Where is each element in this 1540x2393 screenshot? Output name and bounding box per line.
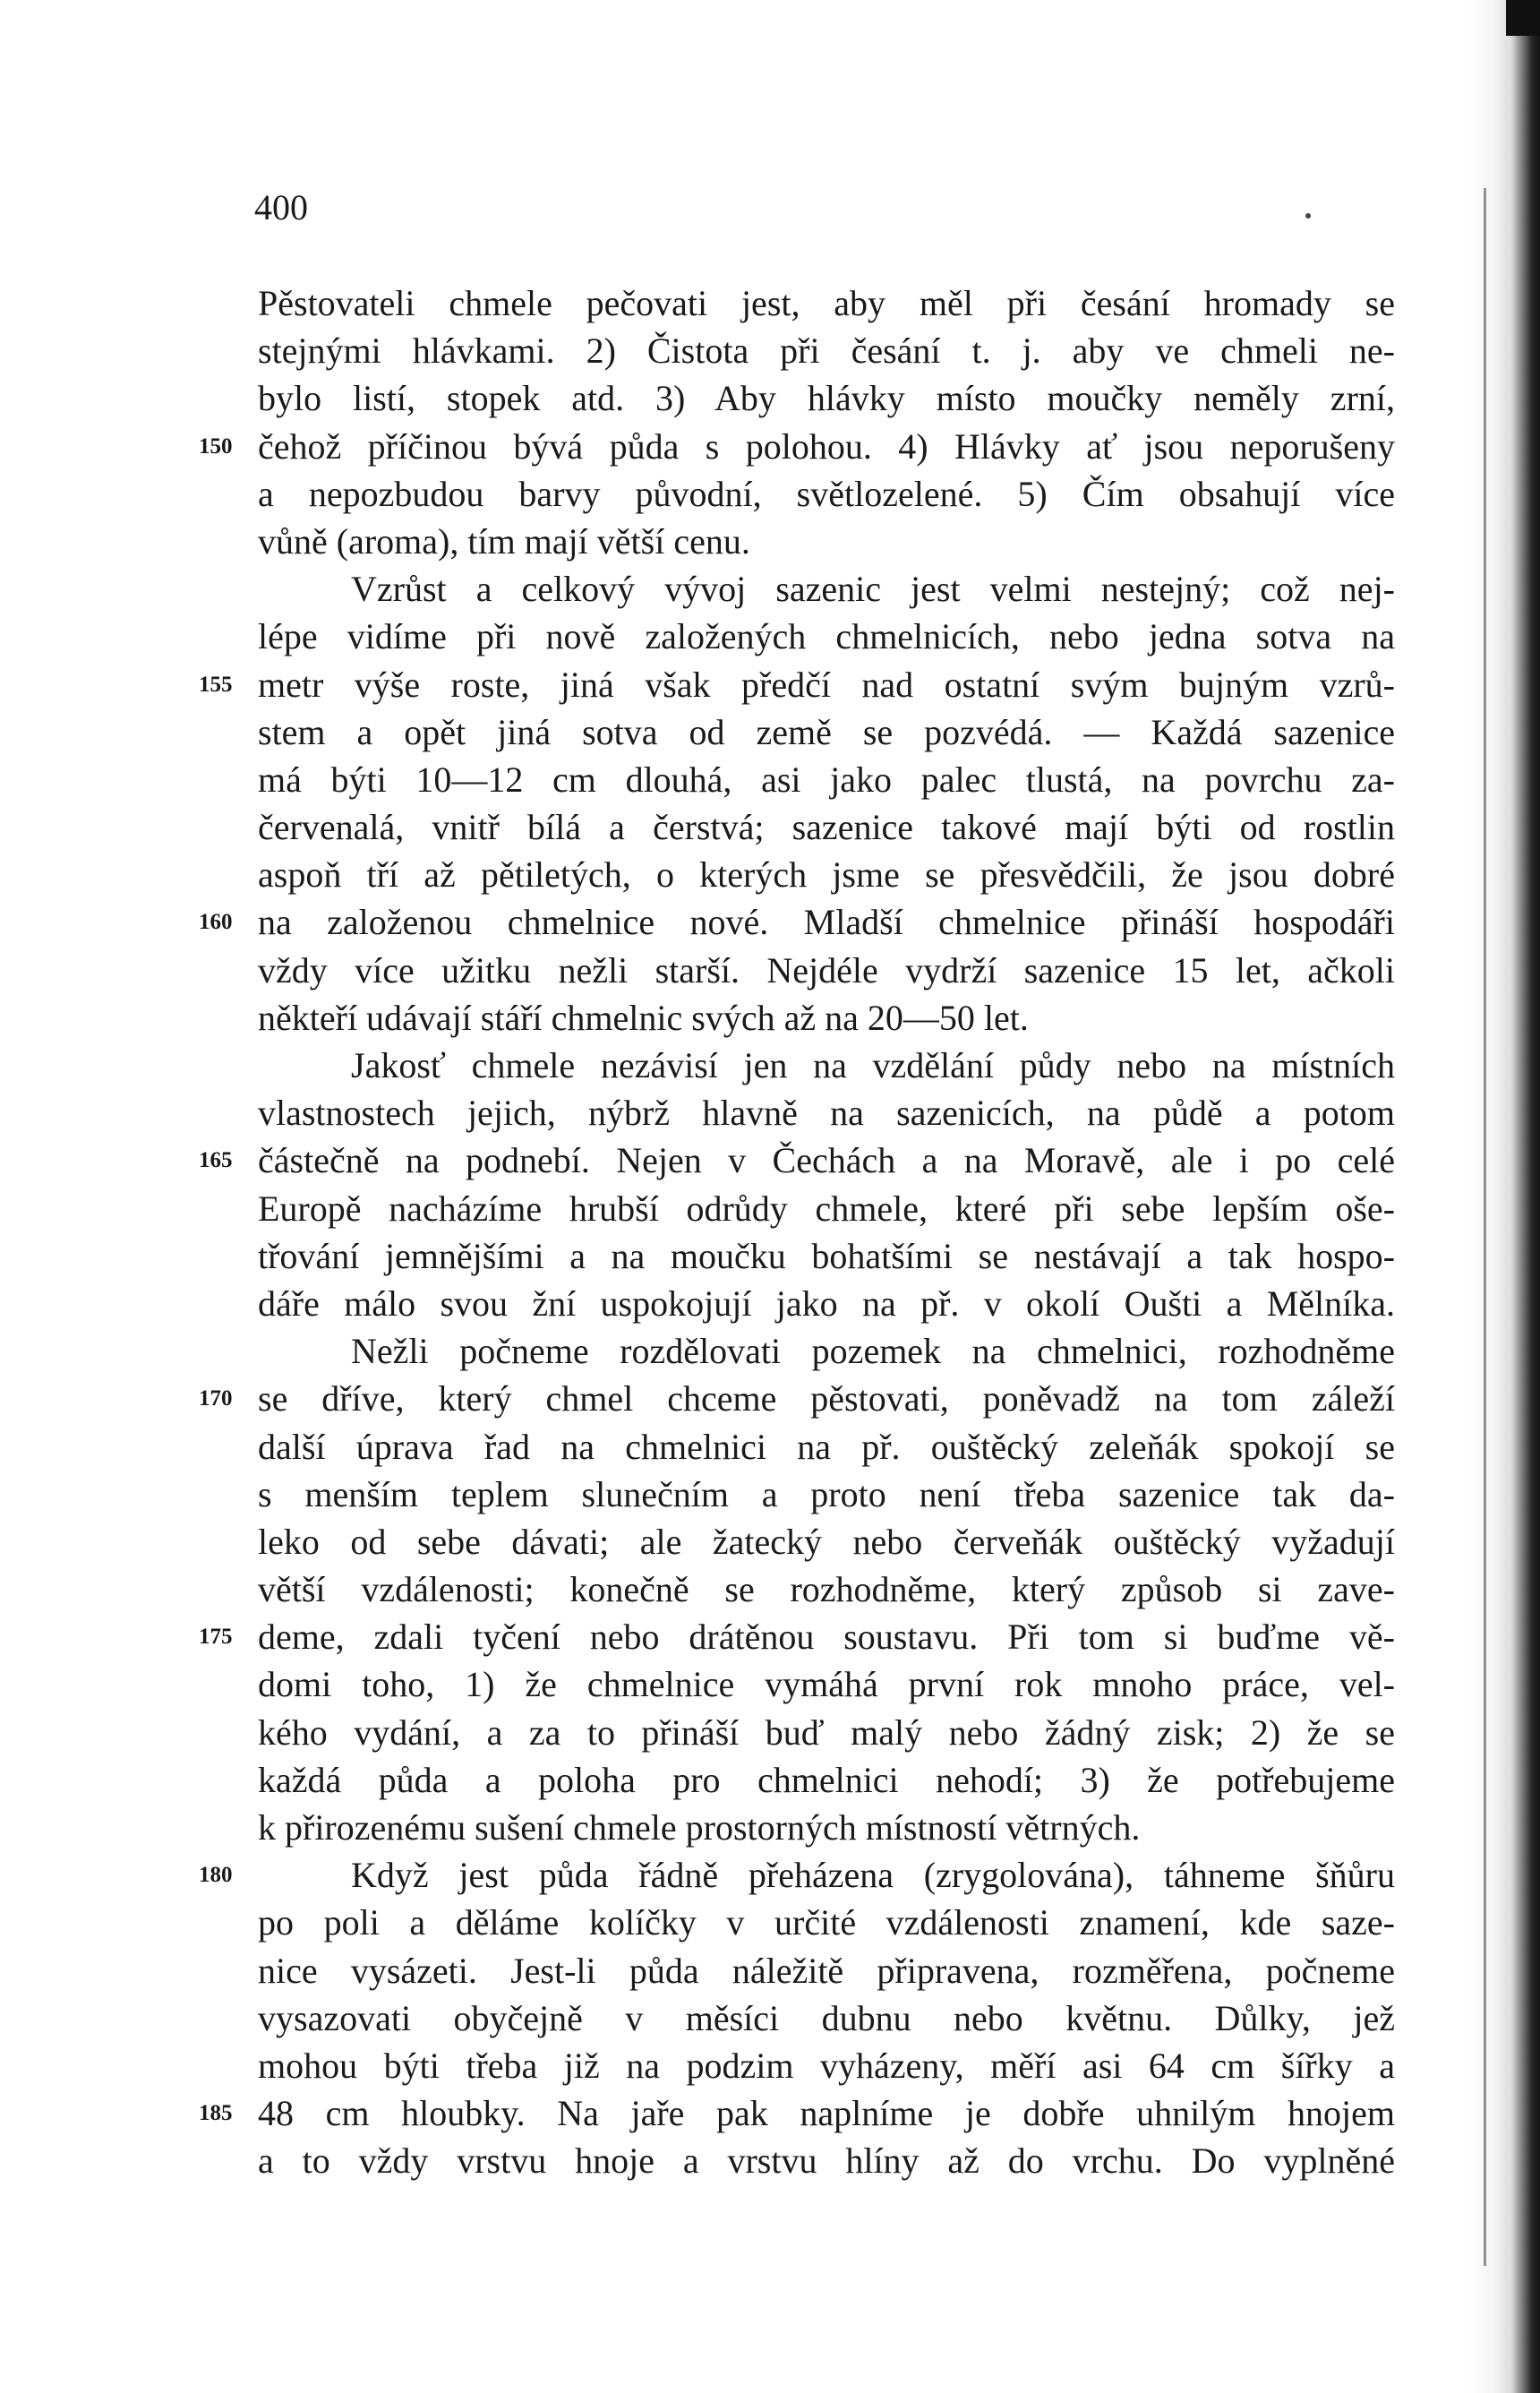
- line-text: každá půda a poloha pro chmelnici nehodí; 3) že potřebujeme: [258, 1759, 1395, 1800]
- text-line: [199, 661, 1395, 708]
- text-line: [258, 1185, 1395, 1232]
- text-line: [258, 279, 1395, 327]
- line-text: Europě nacházíme hrubší odrůdy chmele, které při sebe lepším oše-: [258, 1188, 1395, 1229]
- text-line: [258, 1709, 1395, 1756]
- line-text: červenalá, vnitř bílá a čerstvá; sazenice takové mají býti od rostlin: [258, 807, 1395, 848]
- line-text: Nežli počneme rozdělovati pozemek na chmelnici, rozhodněme: [351, 1331, 1395, 1372]
- line-number: 160: [199, 910, 233, 935]
- line-number: 150: [199, 433, 233, 459]
- text-line: [199, 1851, 1395, 1899]
- line-number: 185: [199, 2101, 233, 2126]
- line-number: 175: [199, 1625, 233, 1650]
- text-line: [258, 1518, 1395, 1565]
- text-line: [258, 1565, 1395, 1613]
- speck-mark: [1305, 213, 1311, 219]
- line-text: a to vždy vrstvu hnoje a vrstvu hlíny až do vrchu. Do vyplněné: [258, 2140, 1395, 2182]
- text-line: [199, 898, 1395, 946]
- text-line: [258, 1804, 1395, 1851]
- text-line: [199, 2089, 1395, 2137]
- text-line: [258, 756, 1395, 803]
- text-line: [258, 1089, 1395, 1136]
- text-line: [258, 1232, 1395, 1280]
- page-edge-line: [1484, 188, 1486, 2266]
- line-text: s menším teplem slunečním a proto není třeba sazenice tak da-: [258, 1473, 1395, 1514]
- text-line: [258, 2042, 1395, 2089]
- text-line: [258, 803, 1395, 851]
- line-text: třování jemnějšími a na moučku bohatšími se nestávají a tak hospo-: [258, 1235, 1395, 1276]
- line-text: k přirozenému sušení chmele prostorných místností větrných.: [258, 1807, 1141, 1848]
- text-line: [258, 518, 1395, 565]
- line-text: lépe vidíme při nově založených chmelnicích, nebo jedna sotva na: [258, 616, 1395, 657]
- line-text: se dříve, který chmel chceme pěstovati, poněvadž na tom záleží: [258, 1378, 1395, 1420]
- line-text: kého vydání, a za to přináší buď malý nebo žádný zisk; 2) že se: [258, 1711, 1395, 1753]
- text-line: [258, 851, 1395, 898]
- text-line: [258, 565, 1395, 613]
- line-text: leko od sebe dávati; ale žatecký nebo červeňák ouštěcký vyžadují: [258, 1521, 1395, 1562]
- text-line: [258, 1660, 1395, 1708]
- line-text: má býti 10—12 cm dlouhá, asi jako palec tlustá, na povrchu za-: [258, 759, 1395, 800]
- page-edge-shadow: [1468, 0, 1540, 2393]
- line-text: a nepozbudou barvy původní, světlozelené. 5) Čím obsahují více: [258, 473, 1395, 514]
- corner-mark: [1506, 0, 1540, 36]
- line-text: Vzrůst a celkový vývoj sazenic jest velmi nestejný; což nej-: [351, 569, 1395, 610]
- text-line: [258, 1756, 1395, 1804]
- text-line: [258, 1471, 1395, 1518]
- line-text: Jakosť chmele nezávisí jen na vzdělání půdy nebo na místních: [351, 1045, 1395, 1085]
- text-line: [199, 1375, 1395, 1422]
- line-text: někteří udávají stáří chmelnic svých až na 20—50 let.: [258, 997, 1029, 1038]
- text-line: [258, 1947, 1395, 1994]
- text-line: [258, 1280, 1395, 1327]
- line-number: 180: [199, 1863, 233, 1888]
- text-line: [258, 708, 1395, 756]
- line-text: částečně na podnebí. Nejen v Čechách a na Moravě, ale i po celé: [258, 1140, 1395, 1181]
- line-number: 165: [199, 1148, 233, 1173]
- page-number: 400: [254, 187, 308, 227]
- line-text: mohou býti třeba již na podzim vyházeny, měří asi 64 cm šířky a: [258, 2045, 1395, 2086]
- text-line: [199, 423, 1395, 470]
- text-line: [258, 613, 1395, 660]
- text-line: [258, 994, 1395, 1042]
- text-line: [258, 470, 1395, 518]
- line-text: 48 cm hloubky. Na jaře pak naplníme je dobře uhnilým hnojem: [258, 2093, 1395, 2134]
- line-text: vysazovati obyčejně v měsíci dubnu nebo květnu. Důlky, jež: [258, 1997, 1395, 2038]
- line-text: aspoň tří až pětiletých, o kterých jsme se přesvědčili, že jsou dobré: [258, 854, 1395, 896]
- line-text: Pěstovateli chmele pečovati jest, aby měl při česání hromady se: [258, 283, 1395, 323]
- line-text: domi toho, 1) že chmelnice vymáhá první rok mnoho práce, vel-: [258, 1664, 1395, 1705]
- line-text: stejnými hlávkami. 2) Čistota při česání t. j. aby ve chmeli ne-: [258, 330, 1395, 372]
- text-line: [199, 1136, 1395, 1184]
- text-line: [258, 1994, 1395, 2042]
- text-line: [199, 1613, 1395, 1660]
- line-text: Když jest půda řádně přeházena (zrygolována), táhneme šňůru: [351, 1855, 1395, 1896]
- line-text: vlastnostech jejich, nýbrž hlavně na sazenicích, na půdě a potom: [258, 1093, 1395, 1134]
- text-line: [258, 947, 1395, 994]
- line-text: bylo listí, stopek atd. 3) Aby hlávky místo moučky neměly zrní,: [258, 378, 1395, 419]
- line-text: stem a opět jiná sotva od země se pozvédá. — Každá sazenice: [258, 711, 1395, 752]
- line-text: nice vysázeti. Jest-li půda náležitě připravena, rozměřena, počneme: [258, 1950, 1395, 1991]
- text-line: [258, 1327, 1395, 1375]
- text-line: [258, 1042, 1395, 1089]
- text-line: [258, 1423, 1395, 1471]
- line-text: dáře málo svou žní uspokojují jako na př. v okolí Oušti a Mělníka.: [258, 1282, 1395, 1324]
- text-line: [258, 374, 1395, 422]
- line-text: větší vzdálenosti; konečně se rozhodněme, který způsob si zave-: [258, 1569, 1395, 1610]
- line-text: po poli a děláme kolíčky v určité vzdálenosti znamení, kde saze-: [258, 1902, 1395, 1943]
- line-text: vždy více užitku nežli starší. Nejdéle vydrží sazenice 15 let, ačkoli: [258, 949, 1395, 991]
- body-text: [199, 279, 1395, 2185]
- line-text: další úprava řad na chmelnici na př. ouštěcký zeleňák spokojí se: [258, 1426, 1395, 1467]
- text-line: [258, 1899, 1395, 1946]
- line-text: čehož příčinou bývá půda s polohou. 4) Hlávky ať jsou neporušeny: [258, 425, 1395, 467]
- line-text: na založenou chmelnice nové. Mladší chmelnice přináší hospodáři: [258, 902, 1395, 943]
- line-text: metr výše roste, jiná však předčí nad ostatní svým bujným vzrů-: [258, 664, 1395, 705]
- text-line: [258, 2137, 1395, 2184]
- line-number: 170: [199, 1386, 233, 1411]
- text-line: [258, 327, 1395, 374]
- line-text: deme, zdali tyčení nebo drátěnou soustavu. Při tom si buďme vě-: [258, 1617, 1395, 1658]
- line-number: 155: [199, 672, 233, 697]
- line-text: vůně (aroma), tím mají větší cenu.: [258, 520, 750, 562]
